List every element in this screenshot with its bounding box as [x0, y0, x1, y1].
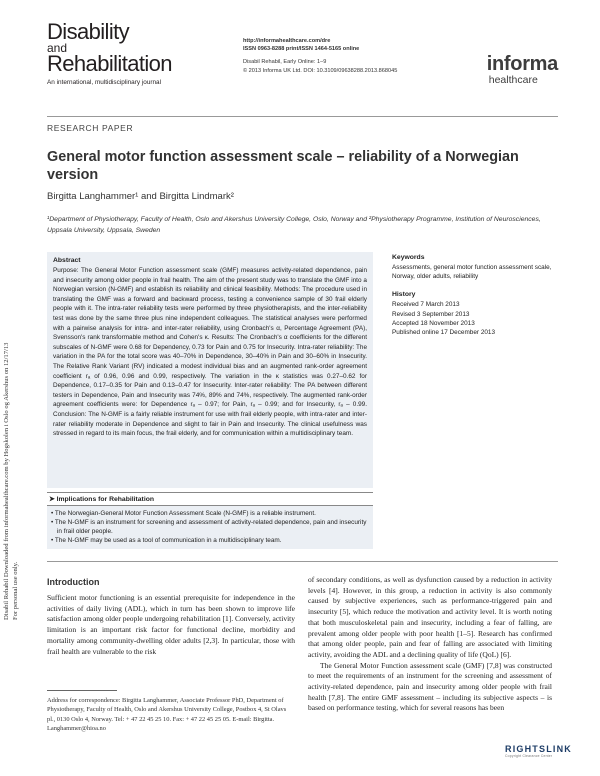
body-divider [47, 561, 558, 562]
introduction-column-2 [308, 575, 552, 714]
introduction-paragraph: The General Motor Function assessment scale (GMF) [7,8] was constructed to meet the requirements of an instrument for the screening and assessment of activity-related dependence, pain and insecurity among older people with frail health [7,8]. The entire GMF assessment – including its subjective aspects – is based on performance testing, which for several reasons has been [308, 660, 552, 713]
implication-item: • The N-GMF is an instrument for screening and assessment of activity-related dependence, pain and insecurity in frail older people. [51, 519, 367, 535]
correspondence-note: Address for correspondence: Birgitta Langhammer, Associate Professor PhD, Department of Physiotherapy, Faculty of Health, Oslo and Akershus University College, Postbox 4, St Olavs pl., 0130 Oslo 4, Norway. Tel: + 47 22 45 25 10. Fax: + 47 22 45 25 05. E-mail: Birgitta. Langhammer@hioa.no [47, 697, 287, 733]
implication-item: • The N-GMF may be used as a tool of communication in a multidisciplinary team. [51, 537, 282, 544]
keywords-heading: Keywords [392, 254, 425, 261]
author-affiliation: ¹Department of Physiotherapy, Faculty of Health, Oslo and Akershus University College, Oslo, Norway and ²Physiotherapy Programme, Institution of Neurosciences, Uppsala University, Uppsala, Sweden [47, 216, 541, 234]
rightslink-logo-text: RIGHTSLINK [505, 744, 572, 754]
introduction-paragraph: of secondary conditions, as well as dysfunction caused by a reduction in activity levels [4]. However, in this group, a reduction in activity is also commonly caused by subjective experiences, such as performance-triggered pain and insecurity [5], which reduce the motivation and activity level. It is worth noting that both musculoskeletal pain and insecurity, including a fear of falling, are prevalent among older people with poor health [1–5]. Research has confirmed that among older people, pain and fear of falling are associated with limiting activity, avoiding the ADL and a declining quality of life (QoL) [6]. [308, 575, 552, 659]
publisher-sub: healthcare [488, 74, 538, 86]
history-item: Received 7 March 2013 [392, 301, 460, 309]
history-heading: History [392, 291, 416, 299]
implications-heading: ➤ Implications for Rehabilitation [47, 492, 373, 506]
keywords-text: Assessments, general motor function assessment scale, Norway, older adults, reliability [392, 264, 552, 281]
history-item: Published online 17 December 2013 [392, 329, 496, 337]
journal-tagline: An international, multidisciplinary journal [47, 79, 162, 86]
download-note-line: For personal use only. [12, 561, 19, 620]
header-divider [47, 116, 558, 117]
abstract-box [47, 252, 373, 488]
journal-name-line3: Rehabilitation [47, 51, 172, 76]
download-note [2, 180, 24, 620]
implication-item: • The Norwegian-General Motor Function Assessment Scale (N-GMF) is a reliable instrument. [51, 510, 316, 517]
journal-url[interactable]: http://informahealthcare.com/dre [243, 38, 331, 44]
rightslink-sub: Copyright Clearance Center [505, 754, 553, 758]
article-title: General motor function assessment scale – reliability of a Norwegian version [47, 149, 519, 183]
section-label: RESEARCH PAPER [47, 123, 134, 133]
download-note-line: Disabil Rehabil Downloaded from informahealthcare.com by Hogskolen i Oslo og Akershus on 12/17/13 [3, 342, 10, 620]
implications-box [47, 492, 373, 549]
keywords-panel [392, 254, 554, 337]
abstract-heading: Abstract [53, 257, 81, 264]
history-item: Revised 3 September 2013 [392, 310, 470, 318]
journal-name-line2: and [47, 41, 68, 55]
article-authors: Birgitta Langhammer¹ and Birgitta Lindmark² [47, 191, 234, 202]
journal-logo [47, 19, 227, 86]
journal-header-info [243, 37, 403, 75]
citation: Disabil Rehabil, Early Online: 1–9 [243, 59, 327, 66]
footnote-divider [47, 690, 117, 691]
publisher-name: informa [486, 53, 558, 75]
copyright: © 2013 Informa UK Ltd. DOI: 10.3109/09638288.2013.868045 [243, 67, 398, 74]
journal-issn: ISSN 0963-8288 print/ISSN 1464-5165 online [243, 46, 360, 53]
history-item: Accepted 18 November 2013 [392, 319, 475, 327]
abstract-text: Purpose: The General Motor Function assessment scale (GMF) measures activity-related dependence, pain and insecurity among older people in frail health. The aim of the present study was to translate the GMF into a Norwegian version (N-GMF) and establish its reliability and clinical feasibility. Methods: The procedure used in translating the GMF was a forward and backward process, testing a convenience sample of 30 frail elderly people with it. The intra-rater reliability tests were performed by three physiotherapists, and the inter-reliability test was done by the same three plus nine independent colleagues. The statistical analyses were performed with a pairwise analysis for intra- and inter-rater reliability, using Cronbach's α, Percentage Agreement (PA), Svensson's rank transformable method and Cohen's κ. Results: The Cronbach's α coefficients for the different subscales of N-GMF were 0.68 for Dependency, 0.73 for Pain and 0.75 for Insecurity. Intra-rater reliability: The variation in the PA for the total score was 40–70% in Dependence, 30–40% in Pain and 30–60% in Insecurity. The Relative Rank Variant (RV) indicated a modest individual bias and an augmented rank-order agreement coefficient rₐ of 0.96, 0.96 and 0.99, respectively. The variation in the κ statistics was 0.27–0.62 for Dependence, 0.17–0.35 for Pain and 0.13–0.47 for Insecurity. Inter-rater reliability: The PA between different testers in Dependence, Pain and Insecurity was 74%, 89% and 74%, respectively. The augmented rank-order agreement coefficients were: for Dependence rₐ – 0.97; for Pain, rₐ – 0.99; and for Insecurity, rₐ – 0.99. Conclusion: The N-GMF is a fairly reliable instrument for use with frail elderly people, with intra-rater and inter-rater reliability moderate in Dependence and slight to fair in Pain and Insecurity. The clinical usefulness was stressed in regard to its main focus, the frail elderly, and for communication within a multidisciplinary team. [53, 267, 367, 438]
introduction-column-1: Sufficient motor functioning is an essential prerequisite for independence in the activities of daily living (ADL), which in turn has been shown to improve life satisfaction among older people undergoing rehabilitation [1]. Conversely, activity limitation is an important risk factor for functional decline, morbidity and mortality among community-dwelling older adults [2,3]. In particular, those with frail health are vulnerable to the risk [47, 593, 295, 656]
journal-name-line1: Disability [47, 19, 130, 44]
rightslink-logo[interactable] [505, 744, 572, 758]
publisher-logo [487, 54, 558, 86]
introduction-heading: Introduction [47, 577, 100, 587]
